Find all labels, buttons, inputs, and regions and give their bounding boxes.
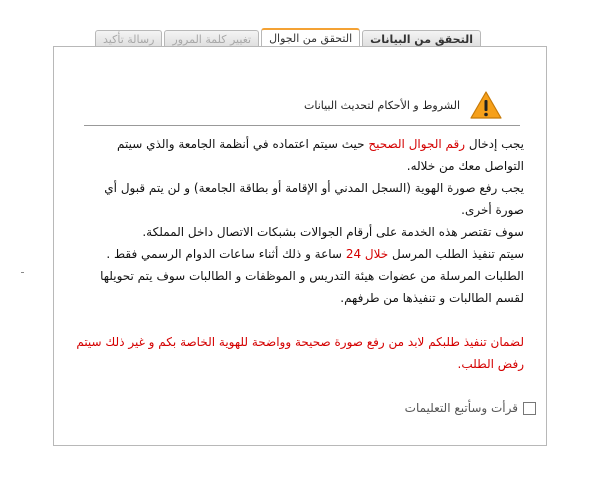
content-panel <box>53 46 547 446</box>
terms-header <box>304 91 502 119</box>
term-mobile: يجب إدخال رقم الجوال الصحيح حيث سيتم اعتماده في أنظمة الجامعة والذي سيتم التواصل معك من خلاله. <box>116 137 524 173</box>
header-divider <box>84 125 520 126</box>
tab-confirmation[interactable]: رسالة تأكيد <box>95 30 162 49</box>
term-id-upload: يجب رفع صورة الهوية (السجل المدني أو الإقامة أو بطاقة الجامعة) و لن يتم قبول أي صورة أخرى. <box>104 181 524 217</box>
term-timing: سيتم تنفيذ الطلب المرسل خلال 24 ساعة و ذلك أثناء ساعات الدوام الرسمي فقط . <box>106 247 524 261</box>
tab-verify-data[interactable]: التحقق من البيانات <box>362 30 481 49</box>
term-network: سوف تقتصر هذه الخدمة على أرقام الجوالات بشبكات الاتصال داخل المملكة. <box>142 225 524 239</box>
agree-checkbox[interactable] <box>523 402 536 415</box>
terms-body <box>76 133 524 375</box>
tab-verify-mobile[interactable]: التحقق من الجوال <box>261 28 360 50</box>
agree-checkbox-row[interactable] <box>405 401 536 415</box>
stray-mark <box>21 272 24 273</box>
agree-label: قرأت وسأتبع التعليمات <box>404 401 518 415</box>
term-warning: لضمان تنفيذ طلبكم لابد من رفع صورة صحيحة وواضحة للهوية الخاصة بكم و غير ذلك سيتم رفض الطلب. <box>76 335 524 371</box>
warning-icon <box>470 91 502 119</box>
term-staff: الطلبات المرسلة من عضوات هيئة التدريس و الموظفات و الطالبات سوف يتم تحويلها لقسم الطالبات و تنفيذها من طرفهم. <box>100 269 524 305</box>
tab-change-password[interactable]: تغيير كلمة المرور <box>164 30 259 49</box>
terms-title: الشروط و الأحكام لتحديث البيانات <box>303 98 460 112</box>
